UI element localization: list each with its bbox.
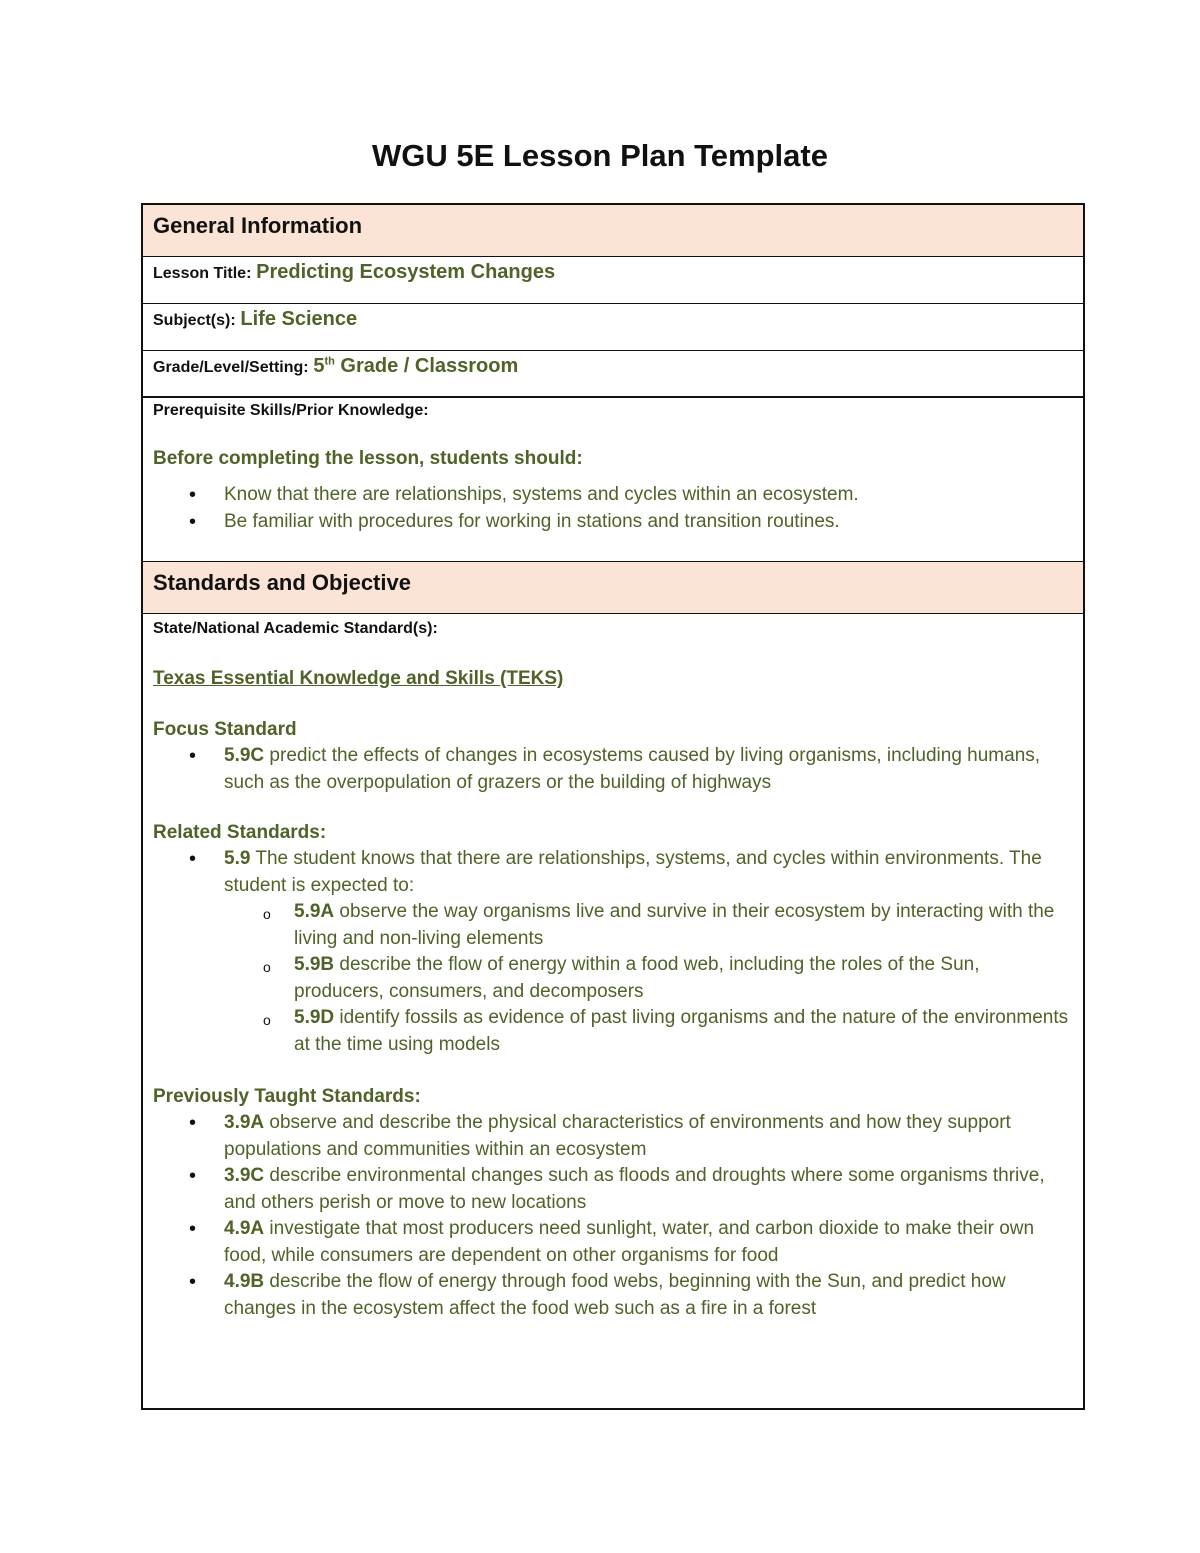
grade-label: Grade/Level/Setting: — [153, 359, 309, 376]
grade-rest: Grade / Classroom — [340, 355, 519, 377]
list-item — [153, 846, 1073, 899]
sub-list-item — [153, 899, 1073, 952]
lesson-title-row — [143, 257, 1083, 304]
lesson-title-value: Predicting Ecosystem Changes — [256, 261, 556, 283]
related-standards-heading: Related Standards: — [153, 822, 327, 843]
grade-number: 5 — [313, 355, 325, 377]
standard-code: 4.9B — [224, 1271, 265, 1292]
grade-value — [313, 355, 518, 377]
standard-code: 5.9 — [224, 848, 251, 869]
standards-row — [143, 614, 1083, 1408]
list-item: • Know that there are relationships, systems and cycles within an ecosystem. — [153, 482, 1073, 509]
subject-label: Subject(s): — [153, 312, 236, 329]
related-list — [153, 846, 1073, 1058]
standard-code: 5.9A — [294, 901, 335, 922]
sub-list-item — [153, 952, 1073, 1005]
list-item — [153, 1110, 1073, 1163]
prerequisite-row — [143, 398, 1083, 562]
grade-row — [143, 351, 1083, 398]
list-item — [153, 1163, 1073, 1216]
list-item — [153, 1216, 1073, 1269]
general-information-header: General Information — [143, 205, 1083, 257]
standard-text: observe the way organisms live and survive in their ecosystem by interacting with the living and non-living elements — [294, 901, 1055, 949]
standard-text: describe environmental changes such as floods and droughts where some organisms thrive, and others perish or move to new locations — [224, 1165, 1045, 1213]
subject-value: Life Science — [240, 308, 358, 330]
standard-code: 3.9C — [224, 1165, 265, 1186]
lesson-title-label: Lesson Title: — [153, 265, 252, 282]
focus-list — [153, 743, 1073, 796]
standard-text: The student knows that there are relationships, systems, and cycles within environments. The student is expected to: — [224, 848, 1042, 896]
standard-code: 4.9A — [224, 1218, 265, 1239]
sub-list-item — [153, 1005, 1073, 1058]
grade-sup: th — [324, 355, 335, 368]
standard-text: predict the effects of changes in ecosystems caused by living organisms, including humans, such as the overpopulation of grazers or the building of highways — [224, 745, 1041, 793]
standard-text: observe and describe the physical characteristics of environments and how they support populations and communities within an ecosystem — [224, 1112, 1011, 1160]
prereq-list — [153, 482, 1073, 535]
standard-text: describe the flow of energy through food webs, beginning with the Sun, and predict how changes in the ecosystem affect the food web such as a fire in a forest — [224, 1271, 1006, 1319]
previously-taught-heading: Previously Taught Standards: — [153, 1086, 421, 1107]
lesson-plan-table — [141, 203, 1085, 1410]
list-item: • Be familiar with procedures for working in stations and transition routines. — [153, 509, 1073, 536]
standard-code: 5.9B — [294, 954, 335, 975]
list-item — [153, 743, 1073, 796]
page-title: WGU 5E Lesson Plan Template — [372, 138, 828, 173]
teks-link[interactable]: Texas Essential Knowledge and Skills (TEKS) — [153, 668, 564, 689]
subject-row — [143, 304, 1083, 351]
prereq-label: Prerequisite Skills/Prior Knowledge: — [153, 402, 429, 419]
focus-standard-heading: Focus Standard — [153, 719, 297, 740]
list-item — [153, 1269, 1073, 1322]
previous-list — [153, 1110, 1073, 1322]
standard-code: 3.9A — [224, 1112, 265, 1133]
standard-text: investigate that most producers need sunlight, water, and carbon dioxide to make their own food, while consumers are dependent on other organisms for food — [224, 1218, 1035, 1266]
standard-text: describe the flow of energy within a food web, including the roles of the Sun, producers, consumers, and decomposers — [294, 954, 980, 1002]
standard-code: 5.9D — [294, 1007, 335, 1028]
academic-standards-label: State/National Academic Standard(s): — [153, 620, 438, 637]
standards-objective-header: Standards and Objective — [143, 562, 1083, 614]
standard-code: 5.9C — [224, 745, 265, 766]
standard-text: identify fossils as evidence of past living organisms and the nature of the environments at the time using models — [294, 1007, 1069, 1055]
prereq-intro: Before completing the lesson, students should: — [153, 448, 583, 469]
